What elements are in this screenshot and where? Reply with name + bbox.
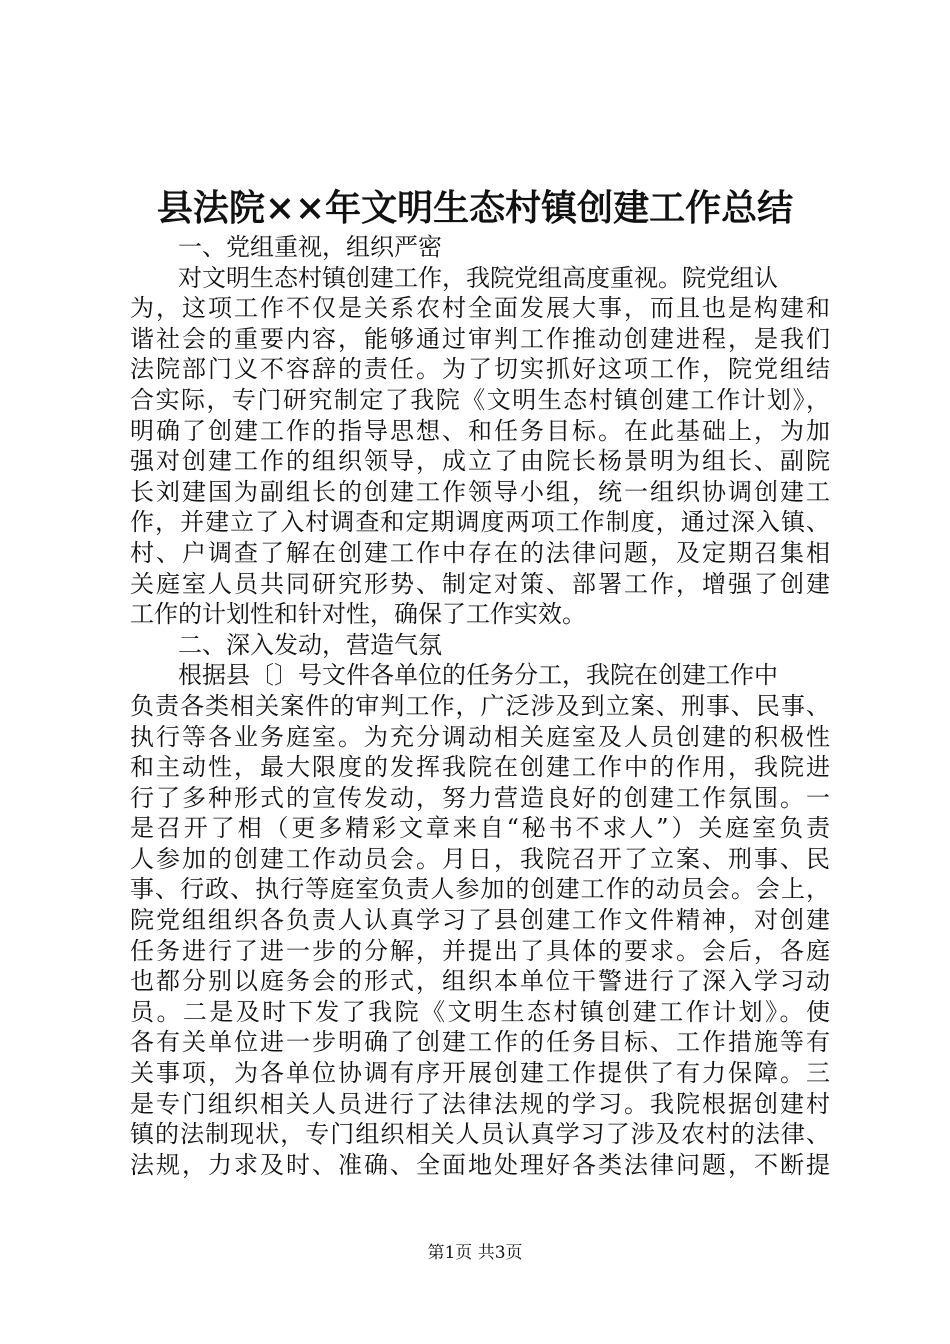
body-line: 关事项，为各单位协调有序开展创建工作提供了有力保障。三 <box>130 1059 830 1088</box>
body-line: 关庭室人员共同研究形势、制定对策、部署工作，增强了创建 <box>130 569 830 598</box>
body-line: 是召开了相（更多精彩文章来自“秘书不求人”）关庭室负责 <box>130 814 830 843</box>
body-line: 法规，力求及时、准确、全面地处理好各类法律问题，不断提 <box>130 1150 830 1179</box>
section-heading: 一、党组重视，组织严密 <box>178 233 442 261</box>
body-line: 作，并建立了入村调查和定期调度两项工作制度，通过深入镇、 <box>130 508 830 537</box>
body-line: 人参加的创建工作动员会。月日，我院召开了立案、刑事、民 <box>130 844 830 873</box>
body-line: 执行等各业务庭室。为充分调动相关庭室及人员创建的积极性 <box>130 722 830 751</box>
section-heading: 二、深入发动，营造气氛 <box>178 630 442 659</box>
body-line: 和主动性，最大限度的发挥我院在创建工作中的作用，我院进 <box>130 753 830 782</box>
body-line: 明确了创建工作的指导思想、和任务目标。在此基础上，为加 <box>130 416 830 445</box>
document-title: 县法院××年文明生态村镇创建工作总结 <box>156 187 794 229</box>
body-line: 负责各类相关案件的审判工作，广泛涉及到立案、刑事、民事、 <box>130 691 830 720</box>
body-line: 村、户调查了解在创建工作中存在的法律问题，及定期召集相 <box>130 538 830 567</box>
body-line: 院党组组织各负责人认真学习了县创建工作文件精神，对创建 <box>130 906 830 935</box>
body-line: 强对创建工作的组织领导，成立了由院长杨景明为组长、副院 <box>130 447 830 476</box>
body-line: 谐社会的重要内容，能够通过审判工作推动创建进程，是我们 <box>130 324 830 353</box>
body-line: 也都分别以庭务会的形式，组织本单位干警进行了深入学习动 <box>130 967 830 996</box>
body-line: 是专门组织相关人员进行了法律法规的学习。我院根据创建村 <box>130 1089 830 1118</box>
body-line: 合实际，专门研究制定了我院《文明生态村镇创建工作计划》， <box>130 385 830 414</box>
body-line: 各有关单位进一步明确了创建工作的任务目标、工作措施等有 <box>130 1028 830 1057</box>
body-line: 事、行政、执行等庭室负责人参加的创建工作的动员会。会上， <box>130 875 830 904</box>
body-line: 员。二是及时下发了我院《文明生态村镇创建工作计划》。使 <box>130 997 830 1026</box>
body-line: 工作的计划性和针对性，确保了工作实效。 <box>130 600 586 629</box>
body-line: 为，这项工作不仅是关系农村全面发展大事，而且也是构建和 <box>130 294 830 323</box>
page-footer: 第1页 共3页 <box>427 1243 523 1263</box>
body-line: 法院部门义不容辞的责任。为了切实抓好这项工作，院党组结 <box>130 355 830 384</box>
body-line: 任务进行了进一步的分解，并提出了具体的要求。会后，各庭 <box>130 936 830 965</box>
body-line: 镇的法制现状，专门组织相关人员认真学习了涉及农村的法律、 <box>130 1120 830 1149</box>
body-line: 根据县〔〕号文件各单位的任务分工，我院在创建工作中 <box>178 661 778 690</box>
body-line: 长刘建国为副组长的创建工作领导小组，统一组织协调创建工 <box>130 477 830 506</box>
document-body <box>130 232 830 1180</box>
body-line: 行了多种形式的宣传发动，努力营造良好的创建工作氛围。一 <box>130 783 830 812</box>
body-line: 对文明生态村镇创建工作，我院党组高度重视。院党组认 <box>178 263 778 292</box>
